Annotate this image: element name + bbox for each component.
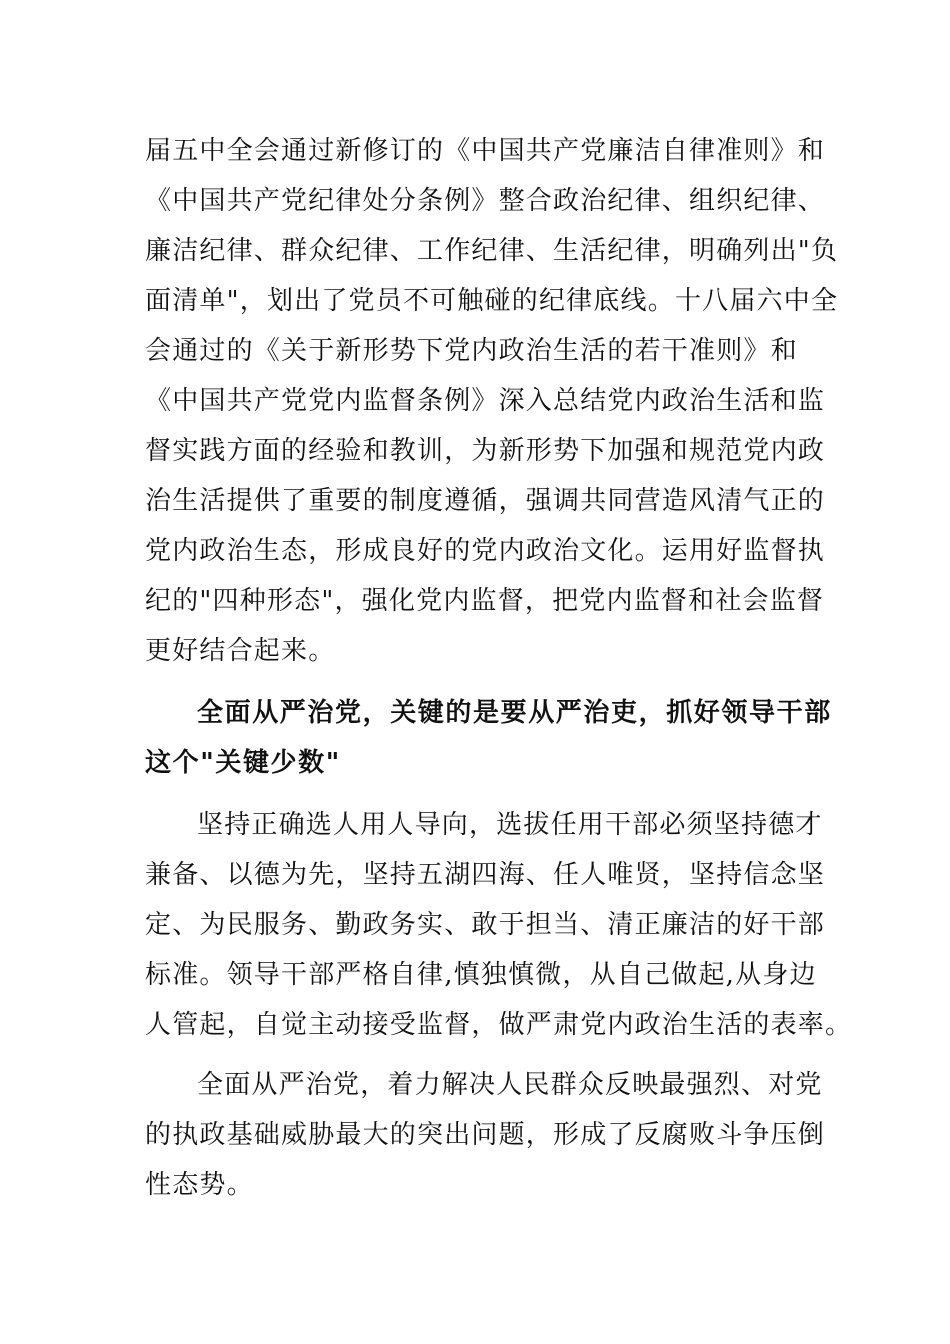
text-line: 《中国共产党党内监督条例》深入总结党内政治生活和监 xyxy=(145,386,826,416)
text-line: 纪的"四种形态"，强化党内监督，把党内监督和社会监督 xyxy=(145,586,825,616)
text-line: 性态势。 xyxy=(145,1170,254,1200)
text-line: 兼备、以德为先，坚持五湖四海、任人唯贤，坚持信念坚 xyxy=(145,860,826,890)
text-line: 廉洁纪律、群众纪律、工作纪律、生活纪律，明确列出"负 xyxy=(145,236,839,266)
text-line: 定、为民服务、勤政务实、敢于担当、清正廉洁的好干部 xyxy=(145,910,826,940)
heading-line: 全面从严治党，关键的是要从严治吏，抓好领导干部 xyxy=(197,698,832,728)
text-line: 会通过的《关于新形势下党内政治生活的若干准则》和 xyxy=(145,336,798,366)
text-line: 《中国共产党纪律处分条例》整合政治纪律、组织纪律、 xyxy=(145,186,826,216)
text-line: 人管起，自觉主动接受监督，做严肃党内政治生活的表率。 xyxy=(145,1010,853,1040)
heading-line: 这个"关键少数" xyxy=(145,748,341,778)
text-line: 坚持正确选人用人导向，选拔任用干部必须坚持德才 xyxy=(197,810,823,840)
text-line: 标准。领导干部严格自律,慎独慎微，从自己做起,从身边 xyxy=(145,960,817,990)
text-line: 届五中全会通过新修订的《中国共产党廉洁自律准则》和 xyxy=(145,136,826,166)
text-line: 面清单"，划出了党员不可触碰的纪律底线。十八届六中全 xyxy=(145,286,839,316)
text-line: 全面从严治党，着力解决人民群众反映最强烈、对党 xyxy=(197,1070,823,1100)
text-line: 的执政基础威胁最大的突出问题，形成了反腐败斗争压倒 xyxy=(145,1120,826,1150)
text-line: 更好结合起来。 xyxy=(145,636,336,666)
text-line: 治生活提供了重要的制度遵循，强调共同营造风清气正的 xyxy=(145,486,826,516)
text-line: 督实践方面的经验和教训，为新形势下加强和规范党内政 xyxy=(145,436,826,466)
text-line: 党内政治生态，形成良好的党内政治文化。运用好监督执 xyxy=(145,536,826,566)
